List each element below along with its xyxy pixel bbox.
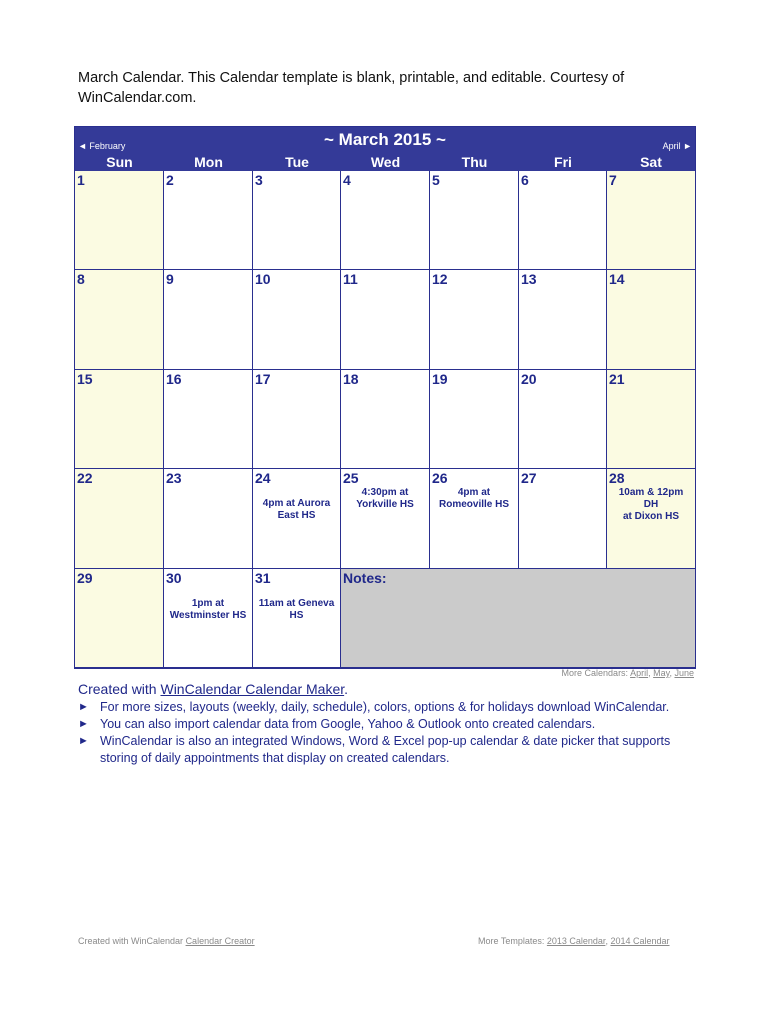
day-number: 7	[609, 172, 617, 188]
day-cell-5[interactable]	[430, 171, 519, 270]
day-number: 25	[343, 470, 359, 487]
day-number: 1	[77, 172, 85, 188]
weekday-tue: Tue	[285, 154, 309, 170]
event-line: East HS	[277, 510, 316, 522]
calendar-maker-link[interactable]: WinCalendar Calendar Maker	[160, 681, 345, 697]
event-line: HS	[289, 609, 304, 621]
weekday-thu: Thu	[461, 154, 488, 170]
bullet-arrow-icon: ►	[78, 701, 89, 713]
calendar-creator-link[interactable]: Calendar Creator	[185, 936, 255, 946]
feature-line: You can also import calendar data from Google, Yahoo & Outlook onto created calendars.	[100, 717, 596, 731]
day-cell-20[interactable]	[519, 370, 607, 469]
weekday-sun: Sun	[106, 154, 133, 170]
day-number: 26	[432, 470, 448, 487]
day-cell-7[interactable]	[607, 171, 695, 270]
day-number: 27	[521, 470, 537, 487]
weekday-mon: Mon	[194, 154, 223, 170]
event-text	[168, 598, 248, 622]
day-cell-16[interactable]	[164, 370, 253, 469]
calendar-grid	[75, 171, 695, 668]
calendar	[74, 126, 696, 669]
created-with	[78, 681, 348, 697]
day-number: 3	[255, 172, 263, 188]
more-calendars-link-april[interactable]: April	[630, 668, 649, 678]
event-line: Romeoville HS	[438, 499, 510, 511]
day-number: 22	[77, 470, 93, 487]
day-cell-1[interactable]	[75, 171, 164, 270]
weekday-wed: Wed	[370, 154, 401, 170]
created-suffix: .	[344, 681, 349, 697]
day-cell-19[interactable]	[430, 370, 519, 469]
day-cell-22[interactable]	[75, 469, 164, 568]
day-number: 19	[432, 370, 448, 387]
day-cell-28[interactable]	[607, 469, 695, 568]
day-number: 9	[166, 271, 174, 288]
event-text	[434, 487, 514, 511]
day-number: 8	[77, 271, 85, 288]
day-cell-30[interactable]	[164, 569, 253, 668]
day-number: 17	[255, 370, 271, 387]
day-cell-3[interactable]	[253, 171, 341, 270]
day-cell-25[interactable]	[341, 469, 430, 568]
day-cell-31[interactable]	[253, 569, 341, 668]
footer-right-separator: ,	[605, 936, 611, 946]
day-cell-17[interactable]	[253, 370, 341, 469]
calendar-2013-link[interactable]: 2013 Calendar	[546, 936, 606, 946]
intro-line-2: WinCalendar.com.	[78, 90, 197, 106]
intro-text	[78, 68, 698, 108]
next-month-link[interactable]: April ►	[662, 141, 692, 151]
more-calendars: More Calendars: April, May, June	[561, 668, 694, 678]
notes-area[interactable]	[341, 569, 695, 668]
calendar-header	[75, 127, 695, 154]
intro-line-1: March Calendar. This Calendar template is blank, printable, and editable. Courtesy of	[78, 70, 625, 86]
event-line: 10am & 12pm DH	[618, 487, 684, 511]
more-calendars-link-june[interactable]: June	[674, 668, 694, 678]
calendar-title: ~ March 2015 ~	[324, 130, 446, 149]
more-calendars-label: More Calendars:	[561, 668, 631, 678]
day-cell-24[interactable]	[253, 469, 341, 568]
day-number: 16	[166, 370, 182, 387]
feature-item	[78, 699, 698, 716]
footer-left-prefix: Created with WinCalendar	[78, 936, 186, 946]
calendar-2014-link[interactable]: 2014 Calendar	[610, 936, 670, 946]
event-text	[345, 487, 425, 511]
day-cell-9[interactable]	[164, 270, 253, 369]
feature-line: storing of daily appointments that display on created calendars.	[100, 751, 450, 765]
feature-line: WinCalendar is also an integrated Windows, Word & Excel pop-up calendar & date picker that supports	[100, 734, 671, 748]
event-line: Westminster HS	[169, 609, 247, 621]
event-line: 4pm at	[457, 487, 491, 499]
day-number: 12	[432, 271, 448, 288]
day-number: 15	[77, 370, 93, 387]
weekday-header-row	[75, 154, 695, 171]
notes-label: Notes:	[343, 569, 387, 586]
day-cell-8[interactable]	[75, 270, 164, 369]
created-prefix: Created with	[78, 681, 161, 697]
bullet-arrow-icon: ►	[78, 718, 89, 730]
day-cell-11[interactable]	[341, 270, 430, 369]
event-line: 11am at Geneva	[258, 597, 335, 609]
footer-right	[478, 936, 670, 946]
event-line: at Dixon HS	[622, 511, 680, 523]
day-cell-12[interactable]	[430, 270, 519, 369]
day-cell-26[interactable]	[430, 469, 519, 568]
feature-item	[78, 716, 698, 733]
weekday-sat: Sat	[640, 154, 662, 170]
feature-line: For more sizes, layouts (weekly, daily, schedule), colors, options & for holidays download WinCalendar.	[100, 700, 670, 714]
event-text	[611, 487, 691, 523]
day-number: 2	[166, 172, 174, 188]
day-number: 23	[166, 470, 182, 487]
weekday-fri: Fri	[554, 154, 572, 170]
bullet-arrow-icon: ►	[78, 735, 89, 747]
day-number: 14	[609, 271, 625, 288]
day-cell-21[interactable]	[607, 370, 695, 469]
feature-list	[78, 699, 698, 767]
day-number: 13	[521, 271, 537, 288]
day-cell-27[interactable]	[519, 469, 607, 568]
day-number: 18	[343, 370, 359, 387]
event-line: 4:30pm at	[361, 487, 409, 499]
day-cell-6[interactable]	[519, 171, 607, 270]
day-number: 30	[166, 569, 182, 586]
day-number: 20	[521, 370, 537, 387]
event-line: 1pm at	[191, 597, 225, 609]
day-number: 21	[609, 370, 625, 387]
day-cell-14[interactable]	[607, 270, 695, 369]
day-cell-15[interactable]	[75, 370, 164, 469]
more-calendars-link-may[interactable]: May	[653, 668, 670, 678]
footer-right-prefix: More Templates:	[478, 936, 547, 946]
day-cell-23[interactable]	[164, 469, 253, 568]
day-cell-13[interactable]	[519, 270, 607, 369]
day-number: 5	[432, 172, 440, 188]
footer-left	[78, 936, 255, 946]
event-text	[257, 498, 336, 522]
day-cell-4[interactable]	[341, 171, 430, 270]
day-number: 31	[255, 569, 271, 586]
event-text	[257, 598, 336, 622]
day-number: 24	[255, 470, 271, 487]
day-number: 11	[343, 271, 358, 288]
prev-month-link[interactable]: ◄ February	[78, 141, 126, 151]
event-line: Yorkville HS	[356, 499, 414, 511]
day-cell-10[interactable]	[253, 270, 341, 369]
event-line: 4pm at Aurora	[262, 498, 331, 510]
day-number: 10	[255, 271, 271, 288]
day-number: 4	[343, 172, 351, 188]
day-number: 6	[521, 172, 529, 188]
day-cell-29[interactable]	[75, 569, 164, 668]
day-cell-18[interactable]	[341, 370, 430, 469]
feature-item	[78, 733, 698, 767]
day-number: 28	[609, 470, 625, 487]
day-cell-2[interactable]	[164, 171, 253, 270]
day-number: 29	[77, 569, 93, 586]
